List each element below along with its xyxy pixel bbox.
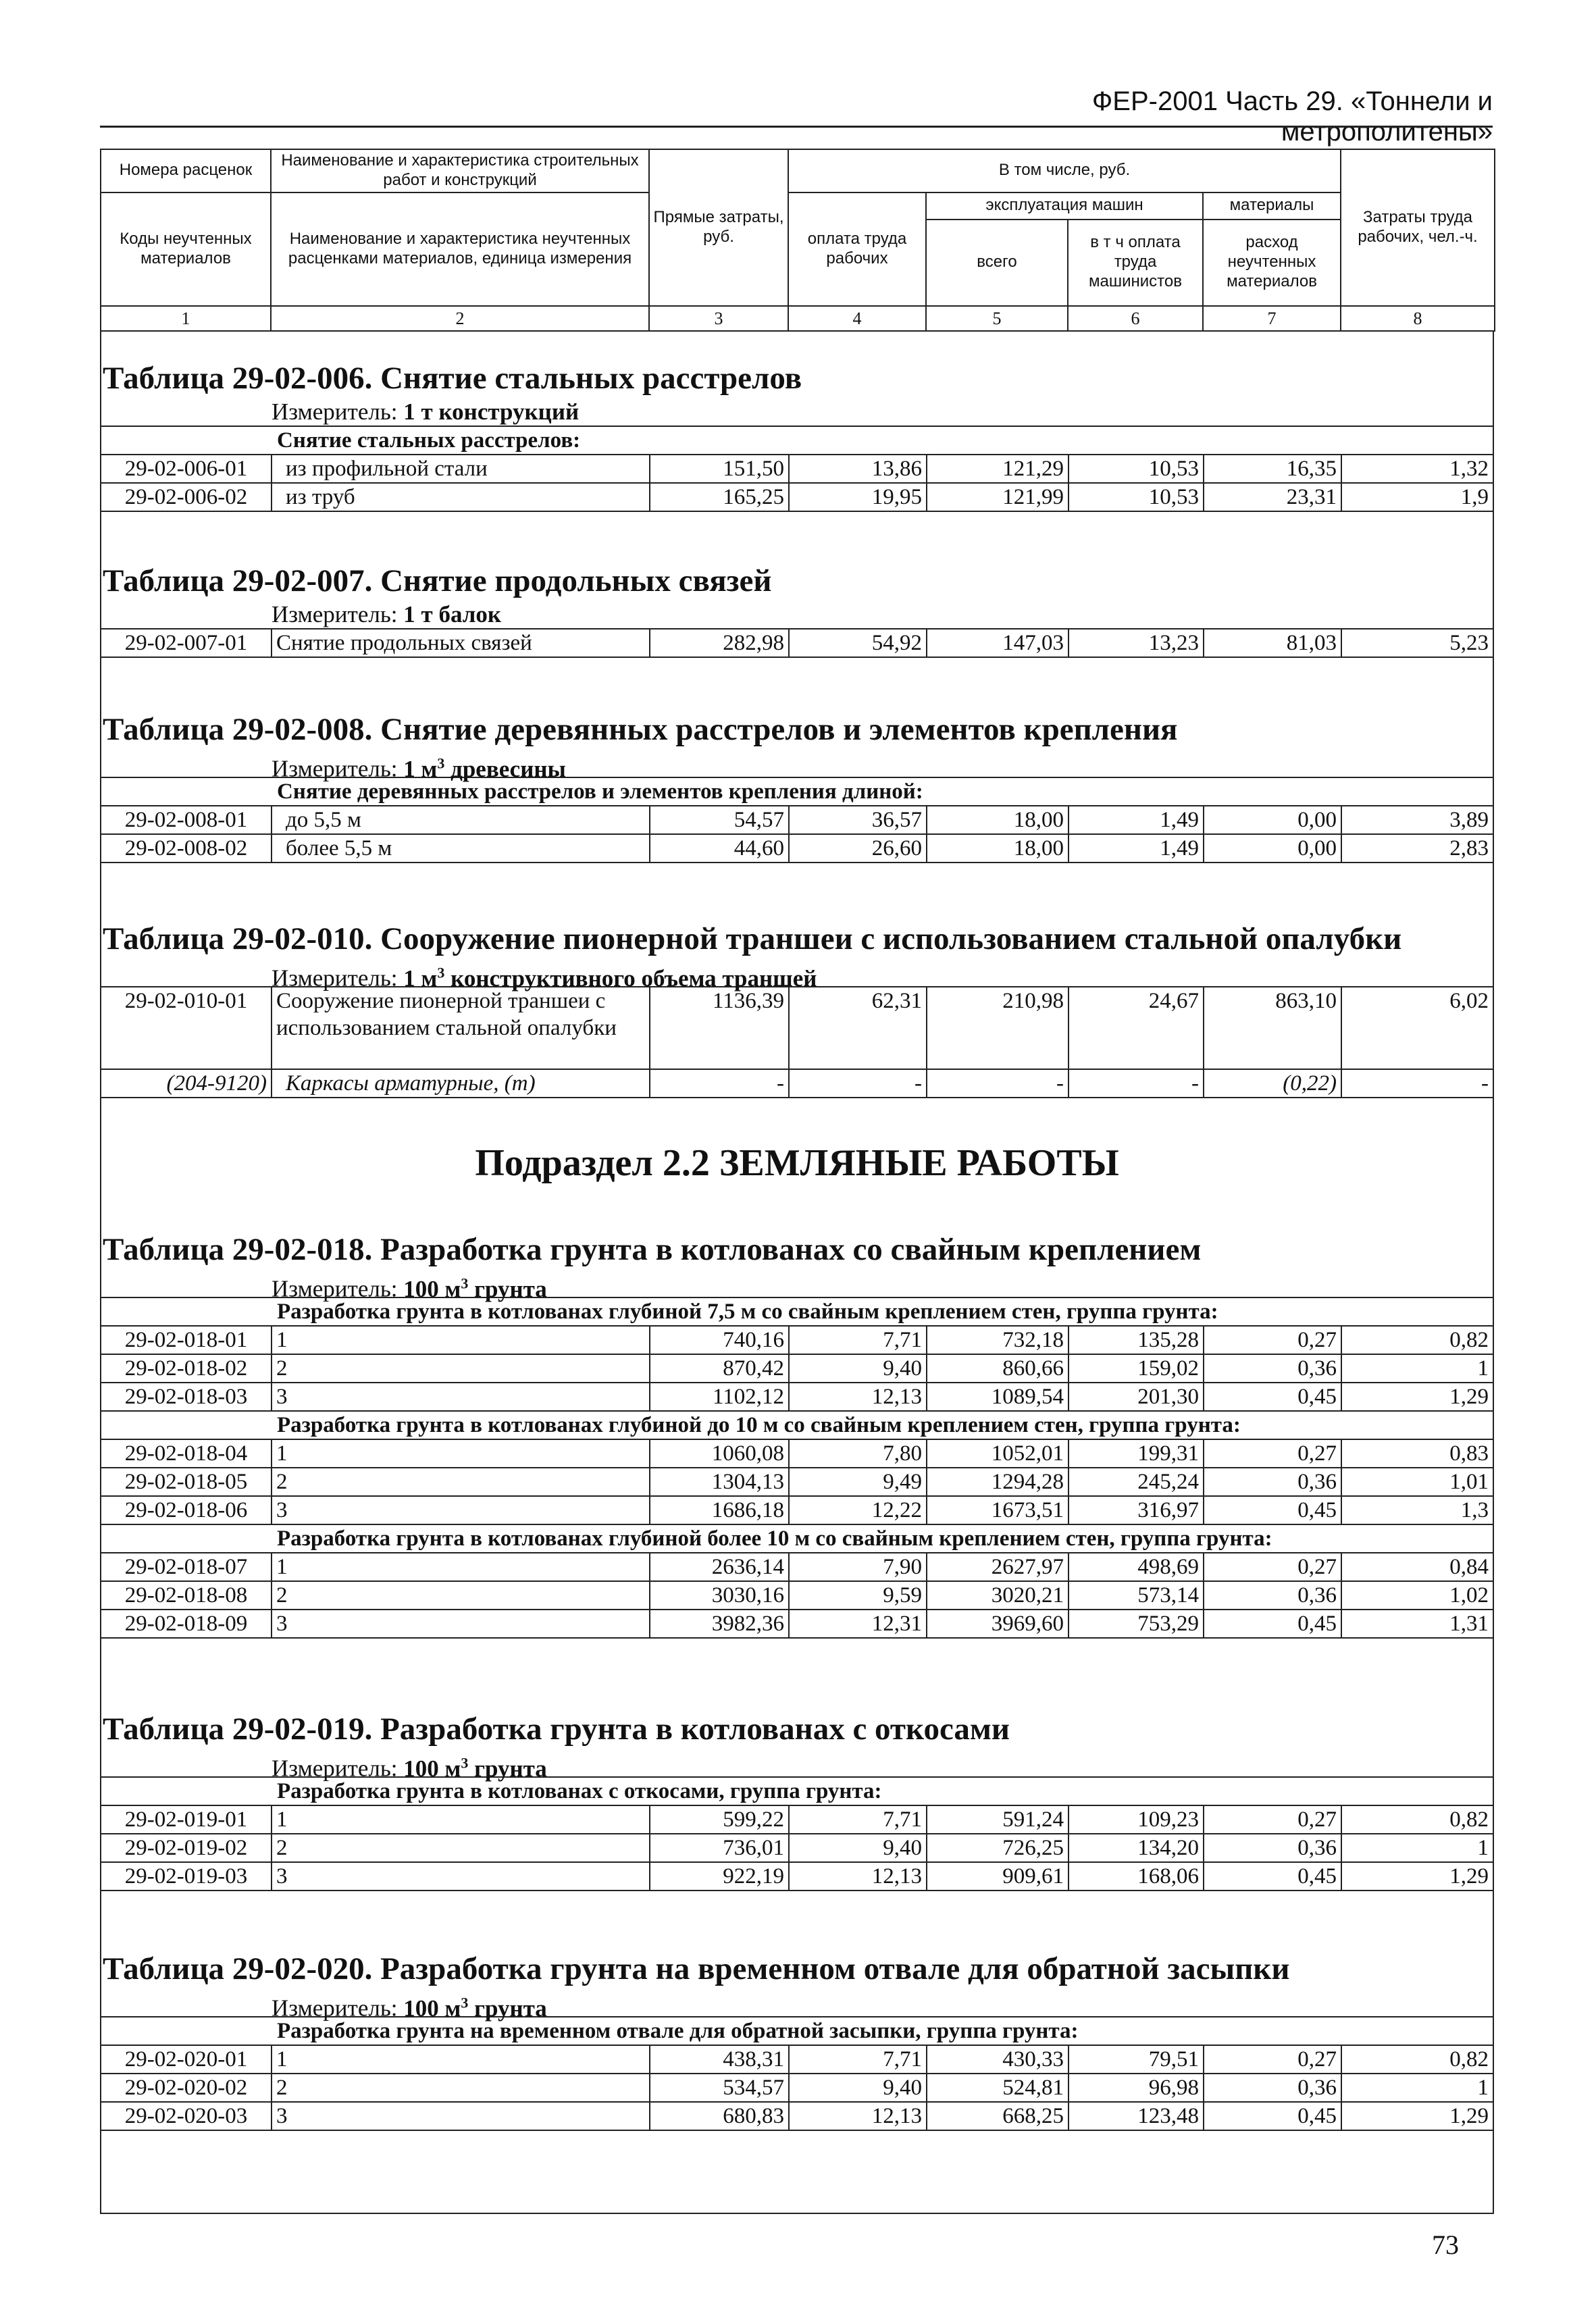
cell-direct: 1060,08 xyxy=(650,1440,789,1468)
cell-wages: 19,95 xyxy=(789,483,927,511)
cell-labor: 1,29 xyxy=(1341,1383,1493,1411)
cell-direct: 3982,36 xyxy=(650,1610,789,1638)
cell-wages: 7,71 xyxy=(789,1806,927,1834)
cell-direct: 282,98 xyxy=(650,629,789,657)
cell-direct: 870,42 xyxy=(650,1354,789,1383)
cell-name: 2 xyxy=(272,2074,650,2102)
cell-labor: 1 xyxy=(1341,1354,1493,1383)
cell-code: 29-02-020-02 xyxy=(101,2074,272,2102)
cell-code: 29-02-020-01 xyxy=(101,2046,272,2074)
group-heading: Снятие деревянных расстрелов и элементов крепления длиной: xyxy=(101,777,1493,806)
cell-direct: 922,19 xyxy=(650,1862,789,1891)
cell-code: 29-02-018-06 xyxy=(101,1496,272,1524)
cell-labor: 1,02 xyxy=(1341,1581,1493,1610)
cell-direct: 680,83 xyxy=(650,2102,789,2130)
cell-mwages: 159,02 xyxy=(1069,1354,1204,1383)
col-number: 4 xyxy=(788,306,926,331)
cell-wages: 7,71 xyxy=(789,2046,927,2074)
column-header-table xyxy=(100,149,1495,332)
group-heading: Разработка грунта в котлованах глубиной до 10 м со свайным креплением стен, группа грунта: xyxy=(101,1412,1493,1440)
cell-code: 29-02-018-07 xyxy=(101,1553,272,1581)
cell-mtotal: 430,33 xyxy=(927,2046,1069,2074)
cell-labor: 5,23 xyxy=(1341,629,1493,657)
cell-direct: 3030,16 xyxy=(650,1581,789,1610)
cell-mtotal: 591,24 xyxy=(927,1806,1069,1834)
cell-mwages: 498,69 xyxy=(1069,1553,1204,1581)
cell-materials: 0,00 xyxy=(1204,834,1341,863)
cell-labor: 1,9 xyxy=(1341,483,1493,511)
cell-mtotal: 1052,01 xyxy=(927,1440,1069,1468)
col-number: 8 xyxy=(1341,306,1495,331)
cell-direct: 1686,18 xyxy=(650,1496,789,1524)
cell-labor: 0,82 xyxy=(1341,1806,1493,1834)
cell-materials: 0,00 xyxy=(1204,806,1341,834)
measure-line: Измеритель: 1 т конструкций xyxy=(272,398,580,425)
cell-mwages: 1,49 xyxy=(1069,806,1204,834)
col-head-incl: В том числе, руб. xyxy=(788,149,1341,192)
cell-mwages: 10,53 xyxy=(1069,455,1204,483)
cell-materials: 0,45 xyxy=(1204,1496,1341,1524)
cell-name: 1 xyxy=(272,1440,650,1468)
cell-code: 29-02-018-05 xyxy=(101,1468,272,1496)
cell-materials: 0,27 xyxy=(1204,1553,1341,1581)
cell-materials: 0,36 xyxy=(1204,1581,1341,1610)
cell-code: 29-02-018-09 xyxy=(101,1610,272,1638)
col-head-machines: эксплуатация машин xyxy=(926,192,1203,220)
cell-name: более 5,5 м xyxy=(272,834,650,863)
rates-table xyxy=(101,1806,1493,1891)
cell-materials: 81,03 xyxy=(1204,629,1341,657)
cell-direct: 534,57 xyxy=(650,2074,789,2102)
table-title: Таблица 29-02-010. Сооружение пионерной траншеи с использованием стальной опалубки xyxy=(103,921,1402,956)
col-number: 6 xyxy=(1068,306,1203,331)
cell-mtotal: 18,00 xyxy=(927,834,1069,863)
col-number: 2 xyxy=(271,306,649,331)
cell-name: Снятие продольных связей xyxy=(272,629,650,657)
rates-table xyxy=(101,628,1493,658)
col-head-machines-wages: в т ч оплата труда машинистов xyxy=(1068,220,1203,306)
cell-mtotal: 726,25 xyxy=(927,1834,1069,1862)
cell-materials: 0,45 xyxy=(1204,1610,1341,1638)
table-row xyxy=(101,1327,1493,1354)
cell-code: 29-02-006-01 xyxy=(101,455,272,483)
table-row: 29-02-010-01 Сооружение пионерной траншеи с использованием стальной опалубки 1136,39 62,31 210,98 24,67 863,10 6,02 xyxy=(101,987,1493,1069)
rates-table xyxy=(101,806,1493,863)
cell-code: 29-02-018-03 xyxy=(101,1383,272,1411)
table-29-02-007 xyxy=(101,561,1493,658)
rates-table xyxy=(101,1440,1493,1525)
col-head-materials: материалы xyxy=(1203,192,1341,220)
cell-materials: 16,35 xyxy=(1204,455,1341,483)
col-head-direct: Прямые затраты, руб. xyxy=(649,149,788,306)
cell-mtotal: 3020,21 xyxy=(927,1581,1069,1610)
group-heading: Снятие стальных расстрелов: xyxy=(101,426,1493,455)
table-row xyxy=(101,1834,1493,1862)
cell-wages: 7,80 xyxy=(789,1440,927,1468)
table-row xyxy=(101,1354,1493,1383)
cell-name: 3 xyxy=(272,1496,650,1524)
col-head-wages: оплата труда рабочих xyxy=(788,192,926,306)
cell-mtotal: 121,99 xyxy=(927,483,1069,511)
table-row xyxy=(101,2074,1493,2102)
cell-code: 29-02-019-02 xyxy=(101,1834,272,1862)
cell-direct: 438,31 xyxy=(650,2046,789,2074)
cell-name: 3 xyxy=(272,1383,650,1411)
cell-code: 29-02-019-01 xyxy=(101,1806,272,1834)
cell-name: 1 xyxy=(272,1806,650,1834)
subdivision-heading: Подраздел 2.2 ЗЕМЛЯНЫЕ РАБОТЫ xyxy=(475,1142,1119,1184)
cell-direct: 44,60 xyxy=(650,834,789,863)
col-head-code-bottom: Коды неучтенных материалов xyxy=(101,192,271,306)
cell-labor: 0,84 xyxy=(1341,1553,1493,1581)
rates-table xyxy=(101,1553,1493,1639)
cell-code: 29-02-018-08 xyxy=(101,1581,272,1610)
table-29-02-010 xyxy=(101,919,1493,1098)
cell-mtotal: 1294,28 xyxy=(927,1468,1069,1496)
cell-mwages: 573,14 xyxy=(1069,1581,1204,1610)
cell-name: 2 xyxy=(272,1834,650,1862)
cell-code: 29-02-006-02 xyxy=(101,483,272,511)
cell-name: 1 xyxy=(272,1553,650,1581)
col-head-code-top: Номера расценок xyxy=(101,149,271,192)
cell-labor: 1 xyxy=(1341,2074,1493,2102)
table-row xyxy=(101,455,1493,483)
table-title: Таблица 29-02-006. Снятие стальных расстрелов xyxy=(103,361,802,396)
cell-name: из профильной стали xyxy=(272,455,650,483)
table-row xyxy=(101,1610,1493,1638)
cell-labor: 0,83 xyxy=(1341,1440,1493,1468)
table-29-02-019 xyxy=(101,1709,1493,1891)
cell-name: 3 xyxy=(272,1862,650,1891)
measure-line: Измеритель: 1 $м^3$ конструктивного объема траншей xyxy=(272,964,817,992)
cell-mwages: 109,23 xyxy=(1069,1806,1204,1834)
cell-mwages: 316,97 xyxy=(1069,1496,1204,1524)
table-row xyxy=(101,1862,1493,1891)
table-title: Таблица 29-02-019. Разработка грунта в котлованах с откосами xyxy=(103,1712,1010,1747)
col-number: 5 xyxy=(926,306,1068,331)
cell-mwages: 96,98 xyxy=(1069,2074,1204,2102)
cell-materials: 0,36 xyxy=(1204,1354,1341,1383)
running-header: ФЕР-2001 Часть 29. «Тоннели и метрополитены» xyxy=(1091,86,1493,147)
cell-materials: 0,45 xyxy=(1204,1862,1341,1891)
cell-materials: 23,31 xyxy=(1204,483,1341,511)
col-head-name-top: Наименование и характеристика строительных работ и конструкций xyxy=(271,149,649,192)
header-rule xyxy=(100,126,1493,128)
cell-materials: 0,27 xyxy=(1204,1327,1341,1354)
col-head-machines-total: всего xyxy=(926,220,1068,306)
cell-mwages: 135,28 xyxy=(1069,1327,1204,1354)
cell-direct: 740,16 xyxy=(650,1327,789,1354)
cell-name: 2 xyxy=(272,1468,650,1496)
cell-materials: 0,27 xyxy=(1204,1806,1341,1834)
table-title: Таблица 29-02-008. Снятие деревянных расстрелов и элементов крепления xyxy=(103,712,1178,747)
table-row xyxy=(101,1383,1493,1411)
cell-mtotal: 18,00 xyxy=(927,806,1069,834)
table-row xyxy=(101,629,1493,657)
cell-wages: 7,90 xyxy=(789,1553,927,1581)
cell-mtotal: 147,03 xyxy=(927,629,1069,657)
cell-name: 3 xyxy=(272,1610,650,1638)
col-head-name-bottom: Наименование и характеристика неучтенных расценками материалов, единица измерения xyxy=(271,192,649,306)
cell-mtotal: 121,29 xyxy=(927,455,1069,483)
cell-code: 29-02-008-01 xyxy=(101,806,272,834)
measure-line: Измеритель: 100 $м^3$ грунта xyxy=(272,1754,547,1782)
cell-materials: 0,36 xyxy=(1204,1468,1341,1496)
cell-wages: 7,71 xyxy=(789,1327,927,1354)
cell-mwages: 134,20 xyxy=(1069,1834,1204,1862)
cell-labor: 1,3 xyxy=(1341,1496,1493,1524)
table-row xyxy=(101,1581,1493,1610)
cell-mtotal: 1089,54 xyxy=(927,1383,1069,1411)
col-number: 1 xyxy=(101,306,271,331)
table-row xyxy=(101,2046,1493,2074)
cell-labor: 1,31 xyxy=(1341,1610,1493,1638)
measure-line: Измеритель: 100 $м^3$ грунта xyxy=(272,1275,547,1302)
cell-materials: 0,45 xyxy=(1204,1383,1341,1411)
cell-wages: 12,13 xyxy=(789,2102,927,2130)
table-title: Таблица 29-02-018. Разработка грунта в котлованах со свайным креплением xyxy=(103,1232,1202,1267)
cell-direct: 165,25 xyxy=(650,483,789,511)
group-heading: Разработка грунта в котлованах глубиной более 10 м со свайным креплением стен, группа грунта: xyxy=(101,1525,1493,1553)
cell-labor: 0,82 xyxy=(1341,2046,1493,2074)
cell-mwages: 245,24 xyxy=(1069,1468,1204,1496)
group-heading: Разработка грунта на временном отвале для обратной засыпки, группа грунта: xyxy=(101,2016,1493,2046)
cell-mwages: 10,53 xyxy=(1069,483,1204,511)
rates-table xyxy=(101,986,1493,1098)
cell-wages: 12,22 xyxy=(789,1496,927,1524)
cell-mwages: 201,30 xyxy=(1069,1383,1204,1411)
cell-mtotal: 3969,60 xyxy=(927,1610,1069,1638)
cell-mtotal: 909,61 xyxy=(927,1862,1069,1891)
cell-mtotal: 1673,51 xyxy=(927,1496,1069,1524)
cell-direct: 1102,12 xyxy=(650,1383,789,1411)
cell-direct: 151,50 xyxy=(650,455,789,483)
cell-wages: 12,31 xyxy=(789,1610,927,1638)
table-row xyxy=(101,1440,1493,1468)
cell-direct: 54,57 xyxy=(650,806,789,834)
cell-code: 29-02-018-04 xyxy=(101,1440,272,1468)
cell-labor: 0,82 xyxy=(1341,1327,1493,1354)
cell-name: 1 xyxy=(272,2046,650,2074)
cell-mtotal: 860,66 xyxy=(927,1354,1069,1383)
table-row xyxy=(101,834,1493,863)
material-row: (204-9120) Каркасы арматурные, (т) - - - - (0,22) - xyxy=(101,1069,1493,1098)
rates-table xyxy=(101,455,1493,512)
cell-materials: 0,27 xyxy=(1204,1440,1341,1468)
cell-labor: 1,01 xyxy=(1341,1468,1493,1496)
cell-labor: 1,32 xyxy=(1341,455,1493,483)
cell-code: 29-02-018-01 xyxy=(101,1327,272,1354)
measure-line: Измеритель: 100 $м^3$ грунта xyxy=(272,1994,547,2022)
col-head-labor: Затраты труда рабочих, чел.-ч. xyxy=(1341,149,1495,306)
col-number: 7 xyxy=(1203,306,1341,331)
cell-wages: 26,60 xyxy=(789,834,927,863)
cell-materials: 0,27 xyxy=(1204,2046,1341,2074)
cell-code: 29-02-020-03 xyxy=(101,2102,272,2130)
table-29-02-006 xyxy=(101,358,1493,512)
cell-code: 29-02-007-01 xyxy=(101,629,272,657)
cell-wages: 9,40 xyxy=(789,1354,927,1383)
cell-labor: 1,29 xyxy=(1341,2102,1493,2130)
rates-table xyxy=(101,2046,1493,2131)
cell-mwages: 123,48 xyxy=(1069,2102,1204,2130)
cell-code: 29-02-018-02 xyxy=(101,1354,272,1383)
cell-mtotal: 524,81 xyxy=(927,2074,1069,2102)
group-heading: Разработка грунта в котлованах глубиной 7,5 м со свайным креплением стен, группа грунта: xyxy=(101,1297,1493,1327)
table-row xyxy=(101,1553,1493,1581)
cell-direct: 1304,13 xyxy=(650,1468,789,1496)
table-29-02-020 xyxy=(101,1949,1493,2131)
cell-mwages: 13,23 xyxy=(1069,629,1204,657)
table-row xyxy=(101,806,1493,834)
cell-labor: 1 xyxy=(1341,1834,1493,1862)
cell-labor: 1,29 xyxy=(1341,1862,1493,1891)
cell-name: до 5,5 м xyxy=(272,806,650,834)
cell-direct: 599,22 xyxy=(650,1806,789,1834)
rates-table xyxy=(101,1327,1493,1412)
table-29-02-008 xyxy=(101,709,1493,863)
cell-mwages: 79,51 xyxy=(1069,2046,1204,2074)
cell-mwages: 753,29 xyxy=(1069,1610,1204,1638)
table-row xyxy=(101,2102,1493,2130)
table-title: Таблица 29-02-007. Снятие продольных связей xyxy=(103,563,772,598)
cell-labor: 3,89 xyxy=(1341,806,1493,834)
cell-mtotal: 2627,97 xyxy=(927,1553,1069,1581)
cell-wages: 54,92 xyxy=(789,629,927,657)
cell-wages: 12,13 xyxy=(789,1862,927,1891)
table-title: Таблица 29-02-020. Разработка грунта на временном отвале для обратной засыпки xyxy=(103,1951,1290,1986)
cell-wages: 9,49 xyxy=(789,1468,927,1496)
cell-name: 2 xyxy=(272,1581,650,1610)
cell-name: 2 xyxy=(272,1354,650,1383)
cell-materials: 0,45 xyxy=(1204,2102,1341,2130)
cell-name: 3 xyxy=(272,2102,650,2130)
cell-wages: 36,57 xyxy=(789,806,927,834)
cell-direct: 2636,14 xyxy=(650,1553,789,1581)
cell-wages: 13,86 xyxy=(789,455,927,483)
cell-materials: 0,36 xyxy=(1204,2074,1341,2102)
cell-labor: 2,83 xyxy=(1341,834,1493,863)
table-29-02-018 xyxy=(101,1229,1493,1639)
cell-wages: 9,59 xyxy=(789,1581,927,1610)
cell-code: 29-02-019-03 xyxy=(101,1862,272,1891)
cell-materials: 0,36 xyxy=(1204,1834,1341,1862)
cell-mwages: 1,49 xyxy=(1069,834,1204,863)
cell-name: из труб xyxy=(272,483,650,511)
table-row xyxy=(101,1806,1493,1834)
cell-mtotal: 668,25 xyxy=(927,2102,1069,2130)
group-heading: Разработка грунта в котлованах с откосами, группа грунта: xyxy=(101,1776,1493,1806)
cell-wages: 9,40 xyxy=(789,1834,927,1862)
table-row xyxy=(101,1468,1493,1496)
cell-wages: 12,13 xyxy=(789,1383,927,1411)
cell-mtotal: 732,18 xyxy=(927,1327,1069,1354)
col-head-materials-sub: расход неучтенных материалов xyxy=(1203,220,1341,306)
table-row xyxy=(101,483,1493,511)
cell-mwages: 168,06 xyxy=(1069,1862,1204,1891)
cell-wages: 9,40 xyxy=(789,2074,927,2102)
cell-direct: 736,01 xyxy=(650,1834,789,1862)
table-row xyxy=(101,1496,1493,1524)
page-number: 73 xyxy=(1432,2230,1459,2260)
measure-line: Измеритель: 1 $м^3$ древесины xyxy=(272,754,566,782)
cell-name: 1 xyxy=(272,1327,650,1354)
measure-line: Измеритель: 1 т балок xyxy=(272,601,502,627)
col-number: 3 xyxy=(649,306,788,331)
cell-code: 29-02-008-02 xyxy=(101,834,272,863)
cell-mwages: 199,31 xyxy=(1069,1440,1204,1468)
